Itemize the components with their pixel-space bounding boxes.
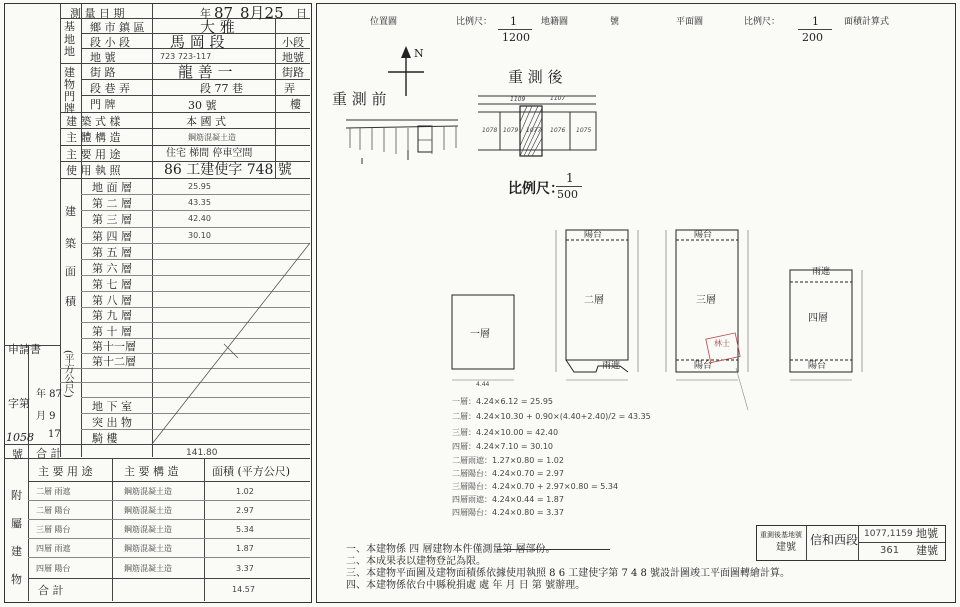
lot-value: 723 723-117	[160, 52, 212, 61]
floor-name: 第 六 層	[92, 262, 132, 275]
plan-floor3: 三層	[696, 295, 716, 306]
permit-label: 使 用 執 照	[66, 164, 121, 177]
app-label: 申請書	[8, 343, 41, 356]
calc-line: 四層：4.24×7.10 = 30.10	[452, 442, 554, 451]
plan-floor2: 二層	[584, 295, 604, 306]
north-label: N	[414, 47, 424, 60]
note-line: 三、本建物平面圖及建物面積係依據使用執照 8 6 工建使字第 7 4 8 號設計圖竣工平面圖轉繪計算。	[346, 568, 791, 579]
scale-den-2: 200	[802, 31, 823, 44]
appendix-header-struct: 主 要 構 造	[124, 465, 179, 478]
appendix-total-label: 合 計	[38, 584, 64, 597]
township-label: 鄉 市 鎮 區	[90, 21, 145, 34]
plan-floor3-bottom: 陽台	[694, 361, 713, 371]
resurvey-label-2: 建號	[776, 542, 796, 553]
plan-floor4-canopy: 雨遮	[812, 267, 831, 277]
floor-name: 第 八 層	[92, 294, 132, 307]
plan-floor2-canopy: 雨遮	[602, 361, 621, 371]
lot-number: 1077	[526, 127, 542, 134]
lot-suffix: 地號	[282, 51, 304, 64]
stamp-text: 林士	[714, 339, 730, 348]
survey-date-prefix: 年	[200, 7, 211, 20]
floor-name: 第 十 層	[92, 325, 132, 338]
lot-number: 1075	[576, 127, 592, 134]
map-scale-label: 比例尺：	[508, 181, 564, 197]
street-suffix: 街路	[282, 66, 304, 79]
calc-line: 二層：4.24×10.30 + 0.90×(4.40+2.40)/2 = 43.35	[452, 412, 651, 421]
floor-name: 第十二層	[92, 355, 136, 368]
cadastral-label: 地籍圖	[541, 17, 569, 27]
style-value: 本 國 式	[186, 115, 226, 128]
app-no: 1058	[6, 431, 34, 444]
appendix-row-area: 1.87	[236, 544, 254, 553]
calc-line: 四層雨遮：4.24×0.44 = 1.87	[452, 495, 564, 504]
scale-num-1: 1	[510, 15, 517, 28]
unit-label: (平方公尺)	[62, 350, 73, 398]
lane-value: 段 77 巷	[200, 82, 243, 95]
appendix-row-use: 三層 陽台	[36, 525, 71, 534]
note-line: 四、本建物係依台中縣稅捐處 處 年 月 日 第 號辦理。	[346, 580, 586, 591]
position-map-label: 位置圖	[370, 17, 398, 27]
appendix-row-area: 3.37	[236, 564, 254, 573]
floor-name: 第 九 層	[92, 309, 132, 322]
appendix-row-use: 二層 陽台	[36, 506, 71, 515]
appendix-row-struct: 鋼筋混凝土造	[124, 544, 172, 553]
resurvey-bldg-suffix: 建號	[916, 544, 938, 557]
floor-name: 地 面 層	[92, 181, 132, 194]
dimension-label: 4.44	[476, 381, 490, 388]
note-line: 二、本成果表以建物登記為限。	[346, 556, 486, 567]
calc-line: 一層：4.24×6.12 = 25.95	[452, 397, 554, 406]
scale-label-2: 比例尺：	[744, 17, 781, 27]
basement-label: 地 下 室	[92, 400, 132, 413]
appendix-side-2: 屬	[11, 517, 22, 530]
arcade-label: 騎 樓	[92, 432, 118, 445]
appendix-row-area: 5.34	[236, 525, 254, 534]
appendix-row-struct: 鋼筋混凝土造	[124, 564, 172, 573]
after-label: 重 測 後	[508, 68, 563, 86]
section-suffix: 小段	[282, 36, 304, 49]
appendix-row-area: 2.97	[236, 506, 254, 515]
bldg-label-4: 牌	[64, 102, 75, 115]
scale-num-2: 1	[812, 15, 819, 28]
door-value: 30 號	[188, 99, 217, 112]
appendix-side-4: 物	[11, 573, 22, 586]
appendix-side-1: 附	[11, 489, 22, 502]
map-scale-num: 1	[566, 171, 574, 185]
lot-number: 1076	[550, 127, 566, 134]
hao-label: 號	[610, 17, 620, 27]
total-label: 合 計	[36, 447, 62, 460]
area-title-2: 築	[65, 237, 76, 250]
appendix-row-use: 四層 陽台	[36, 564, 71, 573]
app-hao: 號	[12, 448, 23, 461]
bldg-label-3: 門	[64, 90, 75, 103]
floor-name: 第 七 層	[92, 278, 132, 291]
calc-line: 四層陽台：4.24×0.80 = 3.37	[452, 508, 564, 517]
appendix-header-area: 面積 (平方公尺)	[212, 465, 291, 478]
appendix-row-struct: 鋼筋混凝土造	[124, 525, 172, 534]
calc-line: 三層：4.24×10.00 = 42.40	[452, 428, 559, 437]
appendix-row-struct: 鋼筋混凝土造	[124, 506, 172, 515]
calc-line: 二層雨遮：1.27×0.80 = 1.02	[452, 456, 564, 465]
survey-date-suffix: 日	[296, 7, 307, 20]
resurvey-bldg-no: 361	[880, 545, 900, 556]
floor-name: 第 二 層	[92, 197, 132, 210]
door-suffix: 樓	[290, 98, 301, 111]
floor-name: 第 四 層	[92, 230, 132, 243]
street-label: 街 路	[90, 66, 116, 79]
plan-floor3-balcony: 陽台	[694, 230, 713, 240]
door-label: 門 牌	[90, 98, 116, 111]
base-label-3: 地	[64, 45, 75, 58]
survey-date-label: 測 量 日 期	[70, 7, 125, 20]
floor-name: 第十一層	[92, 340, 136, 353]
section-value: 馬 岡 段	[170, 33, 225, 51]
appendix-total-value: 14.57	[232, 585, 255, 594]
township-value: 大 雅	[200, 18, 235, 36]
lot-number: 1109	[510, 96, 526, 103]
area-calc-label: 面積計算式	[844, 17, 890, 27]
lot-number: 1078	[482, 127, 498, 134]
plan-floor1: 一層	[470, 329, 490, 340]
app-year: 年 87	[36, 389, 62, 400]
plan-label: 平面圖	[676, 17, 704, 27]
section-label: 段 小 段	[90, 36, 130, 49]
lot-label: 地 號	[90, 51, 116, 64]
appendix-row-area: 1.02	[236, 487, 254, 496]
appendix-row-use: 二層 雨遮	[36, 487, 71, 496]
rooftop-label: 突 出 物	[92, 416, 132, 429]
scale-den-1: 1200	[502, 31, 530, 44]
lane-suffix: 弄	[284, 82, 295, 95]
resurvey-label-1: 重測後基地號	[760, 531, 802, 539]
base-label-1: 基	[64, 20, 75, 33]
appendix-row-use: 四層 雨遮	[36, 544, 71, 553]
floor-area: 42.40	[188, 214, 211, 223]
base-label-2: 地	[64, 33, 75, 46]
app-day: 17	[48, 429, 61, 440]
calc-line: 三層陽台：4.24×0.70 + 2.97×0.80 = 5.34	[452, 482, 619, 491]
floor-area: 25.95	[188, 182, 211, 191]
floor-area: 43.35	[188, 198, 211, 207]
bldg-label-2: 物	[64, 78, 75, 91]
area-title-4: 積	[65, 295, 76, 308]
note-line: 一、本建物係 四 層建物本件僅測量第 層部份。	[346, 544, 556, 555]
area-title-3: 面	[65, 265, 76, 278]
lot-number: 1079	[503, 127, 519, 134]
map-scale-den: 500	[557, 188, 578, 201]
permit-value: 86 工建使字 748 號	[164, 162, 292, 178]
resurvey-lot-suffix: 地號	[916, 527, 938, 540]
street-value: 龍 善 一	[178, 63, 233, 81]
before-label: 重 測 前	[332, 90, 387, 108]
lot-number: 1107	[550, 95, 566, 102]
use-value: 住宅 梯間 停車空間	[166, 148, 253, 159]
style-label: 建 築 式 樣	[66, 115, 121, 128]
plan-floor2-balcony: 陽台	[584, 230, 603, 240]
area-title-1: 建	[65, 205, 76, 218]
appendix-row-struct: 鋼筋混凝土造	[124, 487, 172, 496]
structure-value: 鋼筋混凝土造	[188, 133, 236, 142]
total-value: 141.80	[186, 448, 218, 458]
appendix-side-3: 建	[11, 545, 22, 558]
calc-line: 二層陽台：4.24×0.70 = 2.97	[452, 469, 564, 478]
scale-label-1: 比例尺：	[456, 17, 493, 27]
app-month: 月 9	[36, 411, 56, 422]
floor-area: 30.10	[188, 231, 211, 240]
structure-label: 主 體 構 造	[66, 131, 121, 144]
plan-floor4: 四層	[808, 313, 828, 324]
use-label: 主 要 用 途	[66, 148, 121, 161]
resurvey-lot: 1077,1159	[864, 529, 913, 539]
lane-label: 段 巷 弄	[90, 82, 130, 95]
resurvey-section: 信和西段	[810, 533, 859, 547]
appendix-header-use: 主 要 用 途	[38, 465, 93, 478]
plan-floor4-balcony: 陽台	[808, 361, 827, 371]
app-num: 字第	[8, 397, 30, 410]
survey-date-monthday: 8月25	[240, 4, 284, 22]
survey-date-year: 87	[214, 4, 234, 22]
floor-name: 第 三 層	[92, 213, 132, 226]
bldg-label-1: 建	[64, 66, 75, 79]
floor-name: 第 五 層	[92, 246, 132, 259]
